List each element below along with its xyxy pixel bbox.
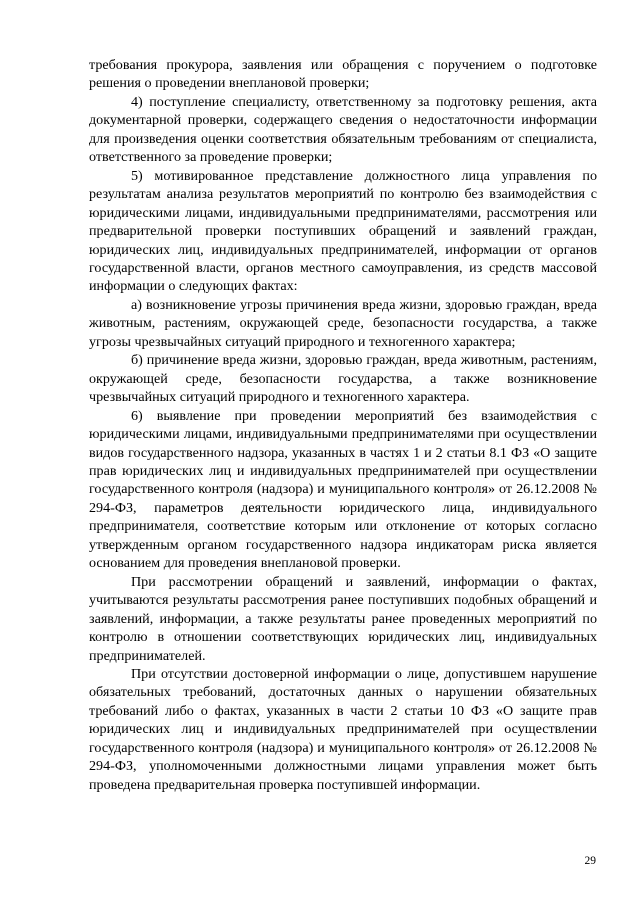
paragraph-continuation: требования прокурора, заявления или обращения с поручением о подготовке решения о проведении внеплановой проверки; — [89, 57, 597, 92]
page-number: 29 — [584, 855, 596, 867]
paragraph-review-of-appeals: При рассмотрении обращений и заявлений, информации о фактах, учитываются результаты рассмотрения ранее поступивших подобных обращений и заявлений, информации, а также результаты ранее проведенных мероприятий по контролю в отношении соответствующих юридических лиц, индивидуальных предпринимателей. — [89, 573, 597, 664]
paragraph-item-4: 4) поступление специалисту, ответственному за подготовку решения, акта документарной проверки, содержащего сведения о недостаточности информации для произведения оценки соответствия обязательным требованиям от специалиста, ответственного за проведение проверки; — [89, 93, 597, 166]
document-page — [89, 56, 597, 794]
paragraph-item-6: 6) выявление при проведении мероприятий без взаимодействия с юридическими лицами, индивидуальными предпринимателями при осуществлении видов государственного надзора, указанных в частях 1 и 2 статьи 8.1 ФЗ «О защите прав юридических лиц и индивидуальных предпринимателей при осуществлении государственного контроля (надзора) и муниципального контроля» от 26.12.2008 № 294-ФЗ, параметров деятельности юридического лица, индивидуального предпринимателя, соответствие которым или отклонение от которых согласно утвержденным органом государственного надзора индикаторам риска является основанием для проведения внеплановой проверки. — [89, 407, 597, 572]
paragraph-item-5: 5) мотивированное представление должностного лица управления по результатам анализа результатов мероприятий по контролю без взаимодействия с юридическими лицами, индивидуальными предпринимателями, рассмотрения или предварительной проверки поступивших обращений и заявлений граждан, юридических лиц, индивидуальных предпринимателей, информации от органов государственной власти, органов местного самоуправления, из средств массовой информации о следующих фактах: — [89, 167, 597, 295]
paragraph-preliminary-check: При отсутствии достоверной информации о лице, допустившем нарушение обязательных требований, достаточных данных о нарушении обязательных требований либо о фактах, указанных в части 2 статьи 10 ФЗ «О защите прав юридических лиц и индивидуальных предпринимателей при осуществлении государственного контроля (надзора) и муниципального контроля» от 26.12.2008 № 294-ФЗ, уполномоченными должностными лицами управления может быть проведена предварительная проверка поступившей информации. — [89, 665, 597, 793]
paragraph-subitem-b: б) причинение вреда жизни, здоровью граждан, вреда животным, растениям, окружающей среде, безопасности государства, а также возникновение чрезвычайных ситуаций природного и техногенного характера. — [89, 352, 597, 406]
paragraph-subitem-a: а) возникновение угрозы причинения вреда жизни, здоровью граждан, вреда животным, растениям, окружающей среде, безопасности государства, а также угрозы чрезвычайных ситуаций природного и техногенного характера; — [89, 296, 597, 350]
